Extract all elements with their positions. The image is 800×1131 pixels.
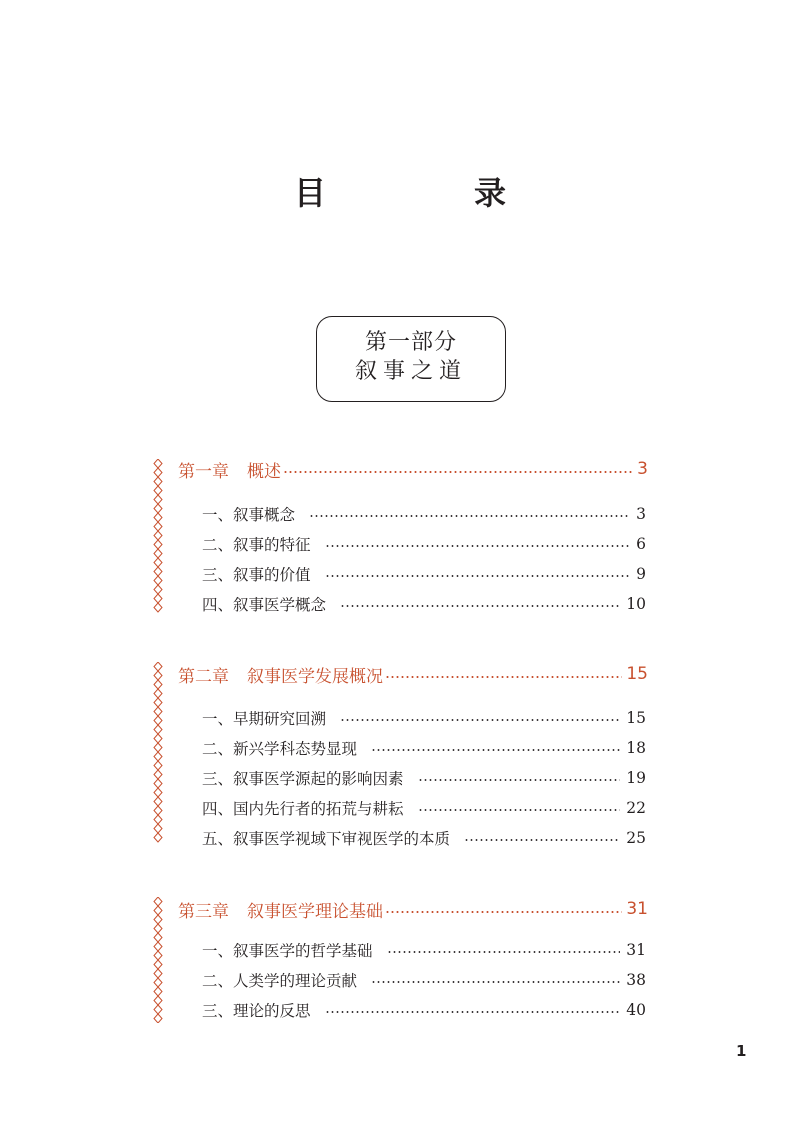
diamond-link	[154, 743, 162, 752]
entry-text: 三、叙事医学源起的影响因素	[202, 770, 404, 788]
chapter-heading[interactable]	[178, 660, 648, 688]
leader-dots	[418, 779, 621, 781]
diamond-link	[154, 495, 162, 504]
entry-text: 五、叙事医学视域下审视医学的本质	[202, 830, 451, 848]
diamond-link	[154, 698, 162, 707]
page-number: 1	[736, 1042, 747, 1060]
entry-text: 二、叙事的特征	[202, 536, 311, 554]
entry-page: 6	[636, 535, 646, 553]
diamond-link	[154, 951, 162, 960]
chapter-number: 第二章	[178, 666, 229, 687]
diamond-link	[154, 468, 162, 477]
diamond-ornament-icon	[152, 662, 164, 848]
diamond-link	[154, 680, 162, 689]
diamond-link	[154, 504, 162, 513]
entry-text: 三、叙事的价值	[202, 566, 311, 584]
entry-text: 一、叙事概念	[202, 506, 296, 524]
diamond-link	[154, 987, 162, 996]
diamond-link	[154, 779, 162, 788]
diamond-link	[154, 797, 162, 806]
diamond-link	[154, 996, 162, 1005]
entry-text: 一、早期研究回溯	[202, 710, 327, 728]
diamond-link	[154, 806, 162, 815]
diamond-link	[154, 969, 162, 978]
leader-dots	[418, 809, 621, 811]
diamond-link	[154, 770, 162, 779]
entry-page: 9	[636, 565, 646, 583]
toc-entry[interactable]	[202, 590, 646, 618]
diamond-ornament-icon	[152, 459, 164, 615]
chapter-number: 第三章	[178, 901, 229, 922]
entry-page: 19	[626, 769, 646, 787]
diamond-link	[154, 477, 162, 486]
entry-page: 31	[626, 941, 646, 959]
toc-entry[interactable]	[202, 824, 646, 852]
page-title: 目 录	[293, 174, 564, 212]
toc-entry[interactable]	[202, 764, 646, 792]
diamond-link	[154, 707, 162, 716]
chapter-page: 31	[626, 899, 648, 919]
leader-dots	[387, 951, 621, 953]
diamond-link	[154, 788, 162, 797]
diamond-link	[154, 897, 162, 906]
leader-dots	[283, 471, 633, 473]
diamond-link	[154, 725, 162, 734]
diamond-link	[154, 933, 162, 942]
diamond-link	[154, 924, 162, 933]
leader-dots	[371, 749, 620, 751]
entry-page: 10	[626, 595, 646, 613]
leader-dots	[464, 839, 620, 841]
chapter-name: 叙事医学理论基础	[247, 901, 383, 922]
toc-entry[interactable]	[202, 996, 646, 1024]
entry-page: 25	[626, 829, 646, 847]
diamond-link	[154, 815, 162, 824]
diamond-link	[154, 824, 162, 833]
chapter-heading[interactable]	[178, 895, 648, 923]
leader-dots	[325, 575, 631, 577]
leader-dots	[371, 981, 620, 983]
entry-text: 二、新兴学科态势显现	[202, 740, 358, 758]
diamond-link	[154, 540, 162, 549]
leader-dots	[385, 676, 622, 678]
diamond-link	[154, 1014, 162, 1023]
diamond-link	[154, 603, 162, 612]
toc-entry[interactable]	[202, 966, 646, 994]
diamond-link	[154, 689, 162, 698]
diamond-link	[154, 522, 162, 531]
diamond-link	[154, 1005, 162, 1014]
diamond-link	[154, 942, 162, 951]
chapter-page: 3	[637, 459, 648, 479]
leader-dots	[309, 515, 630, 517]
entry-text: 一、叙事医学的哲学基础	[202, 942, 373, 960]
chapter-name: 叙事医学发展概况	[247, 666, 383, 687]
part-label: 第一部分	[364, 330, 457, 355]
leader-dots	[325, 545, 631, 547]
diamond-link	[154, 906, 162, 915]
entry-page: 38	[626, 971, 646, 989]
diamond-link	[154, 531, 162, 540]
entry-page: 22	[626, 799, 646, 817]
diamond-link	[154, 761, 162, 770]
diamond-link	[154, 671, 162, 680]
diamond-link	[154, 915, 162, 924]
toc-entry[interactable]	[202, 530, 646, 558]
entry-text: 四、国内先行者的拓荒与耕耘	[202, 800, 404, 818]
entry-text: 三、理论的反思	[202, 1002, 311, 1020]
toc-entry[interactable]	[202, 500, 646, 528]
entry-text: 四、叙事医学概念	[202, 596, 327, 614]
diamond-link	[154, 752, 162, 761]
diamond-link	[154, 960, 162, 969]
toc-entry[interactable]	[202, 734, 646, 762]
diamond-link	[154, 486, 162, 495]
entry-text: 二、人类学的理论贡献	[202, 972, 358, 990]
diamond-link	[154, 576, 162, 585]
diamond-link	[154, 662, 162, 671]
chapter-heading[interactable]	[178, 455, 648, 483]
diamond-link	[154, 558, 162, 567]
toc-entry[interactable]	[202, 936, 646, 964]
chapter-page: 15	[626, 664, 648, 684]
diamond-link	[154, 594, 162, 603]
part-name: 叙事之道	[354, 359, 467, 384]
entry-page: 40	[626, 1001, 646, 1019]
entry-page: 3	[636, 505, 646, 523]
diamond-link	[154, 513, 162, 522]
entry-page: 18	[626, 739, 646, 757]
diamond-link	[154, 833, 162, 842]
toc-entry[interactable]	[202, 560, 646, 588]
entry-page: 15	[626, 709, 646, 727]
diamond-link	[154, 567, 162, 576]
diamond-link	[154, 549, 162, 558]
chapter-number: 第一章	[178, 461, 229, 482]
leader-dots	[340, 719, 620, 721]
diamond-ornament-icon	[152, 897, 164, 1023]
diamond-link	[154, 585, 162, 594]
leader-dots	[385, 911, 622, 913]
toc-entry[interactable]	[202, 794, 646, 822]
diamond-link	[154, 978, 162, 987]
diamond-link	[154, 459, 162, 468]
part-box	[316, 316, 506, 402]
toc-entry[interactable]	[202, 704, 646, 732]
chapter-name: 概述	[247, 461, 281, 482]
diamond-link	[154, 734, 162, 743]
leader-dots	[340, 605, 620, 607]
leader-dots	[325, 1011, 621, 1013]
diamond-link	[154, 716, 162, 725]
